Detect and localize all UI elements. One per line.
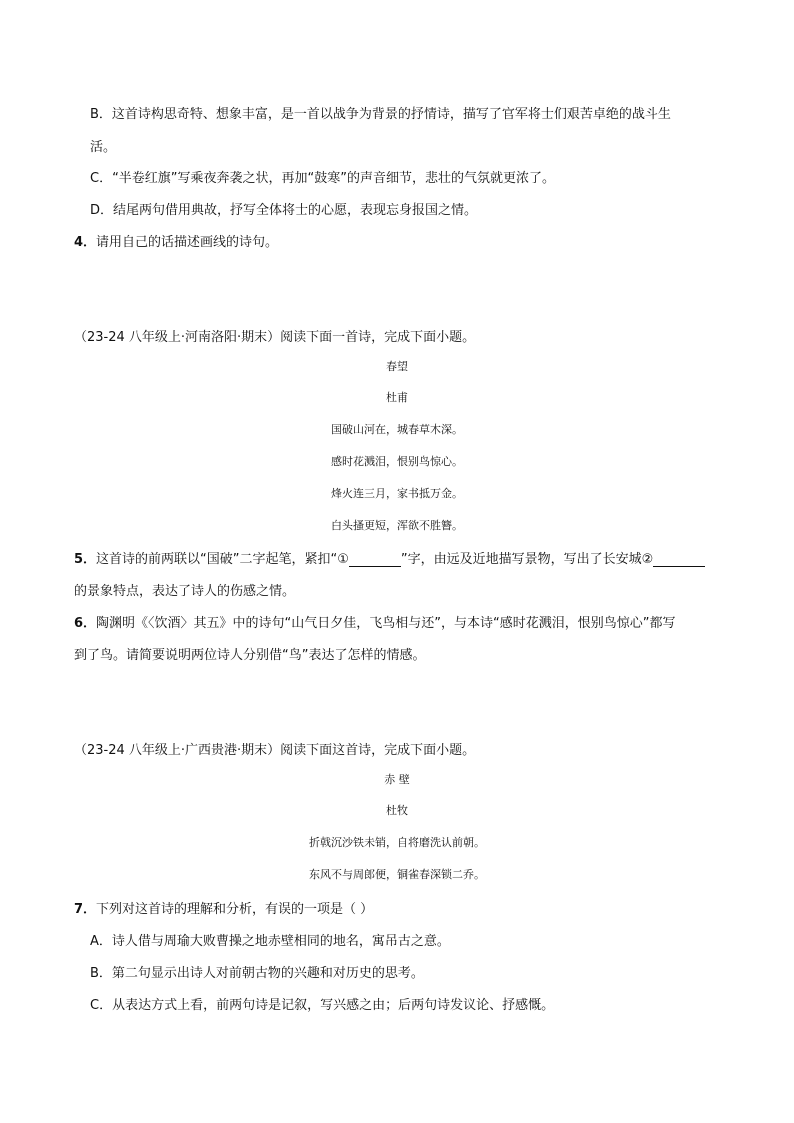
poem-line: 烽火连三月，家书抵万金。 xyxy=(331,487,463,500)
poem-author: 杜甫 xyxy=(386,391,408,404)
question-7-option-c: C．从表达方式上看，前两句诗是记叙，写兴感之由；后两句诗发议论、抒感慨。 xyxy=(90,998,555,1013)
poem-title: 春望 xyxy=(386,360,408,373)
question-4 xyxy=(74,231,278,250)
section-3-intro: （23-24 八年级上·广西贵港·期末）阅读下面这首诗，完成下面小题。 xyxy=(74,743,476,758)
poem-line: 折戟沉沙铁未销，自将磨洗认前朝。 xyxy=(309,836,485,849)
poem-title: 赤 壁 xyxy=(384,773,410,786)
question-text: ”字，由远及近地描写景物，写出了长安城 xyxy=(400,552,642,567)
poem-line: 国破山河在，城春草木深。 xyxy=(331,423,463,436)
section-2-intro: （23-24 八年级上·河南洛阳·期末）阅读下面一首诗，完成下面小题。 xyxy=(74,330,476,345)
answer-blank-1[interactable] xyxy=(349,552,401,567)
question-3-option-d: D．结尾两句借用典故，抒写全体将士的心愿，表现忘身报国之情。 xyxy=(90,203,478,218)
question-3-option-c: C．“半卷红旗”写乘夜奔袭之状，再加“鼓寒”的声音细节，悲壮的气氛就更浓了。 xyxy=(90,171,556,186)
question-text: 下列对这首诗的理解和分析，有误的一项是（ ） xyxy=(96,902,374,917)
poem-author: 杜牧 xyxy=(386,804,408,817)
question-7 xyxy=(74,898,373,917)
question-7-option-a: A．诗人借与周瑜大败曹操之地赤壁相同的地名，寓吊古之意。 xyxy=(90,934,450,949)
question-7-option-b: B．第二句显示出诗人对前朝古物的兴趣和对历史的思考。 xyxy=(90,966,424,981)
poem-line: 感时花溅泪，恨别鸟惊心。 xyxy=(331,455,463,468)
question-number: 6． xyxy=(74,616,97,631)
question-text: 请用自己的话描述画线的诗句。 xyxy=(96,235,279,250)
question-number: 4． xyxy=(74,235,97,250)
question-number: 5． xyxy=(74,552,97,567)
poem-line: 东风不与周郎便，铜雀春深锁二乔。 xyxy=(309,868,485,881)
answer-blank-2[interactable] xyxy=(653,552,705,567)
question-5-line2: 的景象特点，表达了诗人的伤感之情。 xyxy=(74,584,296,599)
question-6-line2: 到了鸟。请简要说明两位诗人分别借“鸟”表达了怎样的情感。 xyxy=(74,648,426,663)
question-5-line1 xyxy=(74,548,705,567)
blank-2-marker: ② xyxy=(641,552,654,567)
blank-1-marker: ① xyxy=(337,552,349,567)
question-6-line1 xyxy=(74,612,676,631)
question-text: 这首诗的前两联以“国破”二字起笔，紧扣“ xyxy=(96,552,338,567)
question-number: 7． xyxy=(74,902,97,917)
question-text: 陶渊明《〈饮酒〉其五》中的诗句“山气日夕佳，飞鸟相与还”，与本诗“感时花溅泪，恨别鸟惊心”都写 xyxy=(96,616,676,631)
question-3-option-b-line1: B．这首诗构思奇特、想象丰富，是一首以战争为背景的抒情诗，描写了官军将士们艰苦卓绝的战斗生 xyxy=(90,107,671,122)
poem-line: 白头搔更短，浑欲不胜簪。 xyxy=(331,519,463,532)
question-3-option-b-line2: 活。 xyxy=(90,140,117,155)
